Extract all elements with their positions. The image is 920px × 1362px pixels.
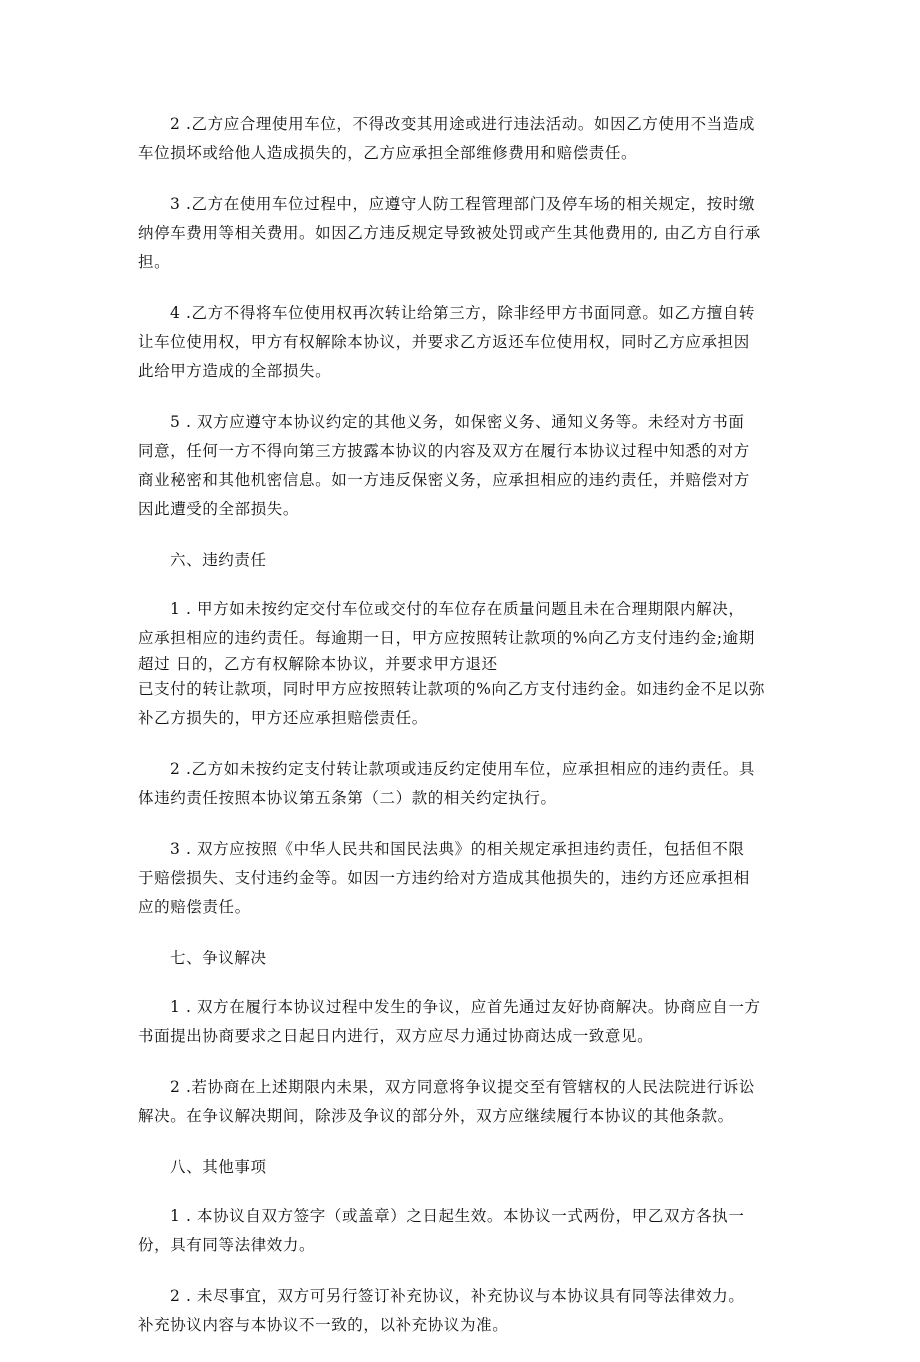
text-line: 同意，任何一方不得向第三方披露本协议的内容及双方在履行本协议过程中知悉的对方 bbox=[138, 442, 750, 460]
text-line: 2 .乙方应合理使用车位，不得改变其用途或进行违法活动。如因乙方使用不当造成 bbox=[170, 115, 756, 133]
text-line: 体违约责任按照本协议第五条第（二）款的相关约定执行。 bbox=[138, 789, 557, 807]
text-line: 1 . 本协议自双方签字（或盖章）之日起生效。本协议一式两份，甲乙双方各执一 bbox=[170, 1207, 745, 1225]
section-heading-7: 七、争议解决 bbox=[170, 949, 267, 967]
clause-8-2 bbox=[138, 1282, 798, 1340]
text-line: 3 . 双方应按照《中华人民共和国民法典》的相关规定承担违约责任，包括但不限 bbox=[170, 840, 745, 858]
clause-6-1 bbox=[138, 595, 798, 733]
text-line: 商业秘密和其他机密信息。如一方违反保密义务，应承担相应的违约责任，并赔偿对方 bbox=[138, 471, 750, 489]
clause-5-4 bbox=[138, 299, 798, 386]
clause-6-3 bbox=[138, 835, 798, 922]
clause-5-2 bbox=[138, 110, 798, 168]
clause-7-1 bbox=[138, 993, 798, 1051]
text-line: 让车位使用权，甲方有权解除本协议，并要求乙方返还车位使用权，同时乙方应承担因 bbox=[138, 333, 750, 351]
section-heading-6: 六、违约责任 bbox=[170, 551, 267, 569]
section-heading-8: 八、其他事项 bbox=[170, 1158, 267, 1176]
text-line: 于赔偿损失、支付违约金等。如因一方违约给对方造成其他损失的，违约方还应承担相 bbox=[138, 869, 750, 887]
text-line: 4 .乙方不得将车位使用权再次转让给第三方，除非经甲方书面同意。如乙方擅自转 bbox=[170, 304, 756, 322]
text-line: 解决。在争议解决期间，除涉及争议的部分外，双方应继续履行本协议的其他条款。 bbox=[138, 1107, 734, 1125]
text-line: 超过 日的，乙方有权解除本协议，并要求甲方退还 bbox=[138, 655, 498, 673]
text-line: 补乙方损失的，甲方还应承担赔偿责任。 bbox=[138, 709, 428, 727]
text-line: 担。 bbox=[138, 253, 171, 271]
text-line: 1 . 甲方如未按约定交付车位或交付的车位存在质量问题且未在合理期限内解决， bbox=[170, 600, 745, 618]
text-line: 已支付的转让款项，同时甲方应按照转让款项的%向乙方支付违约金。如违约金不足以弥 bbox=[138, 680, 766, 698]
text-line: 2 . 未尽事宜，双方可另行签订补充协议，补充协议与本协议具有同等法律效力。 bbox=[170, 1287, 745, 1305]
text-line: 补充协议内容与本协议不一致的，以补充协议为准。 bbox=[138, 1316, 509, 1334]
clause-7-2 bbox=[138, 1073, 798, 1131]
text-line: 份，具有同等法律效力。 bbox=[138, 1236, 316, 1254]
clause-5-3 bbox=[138, 190, 798, 277]
document-page bbox=[138, 110, 798, 1362]
text-line: 书面提出协商要求之日起日内进行，双方应尽力通过协商达成一致意见。 bbox=[138, 1027, 654, 1045]
text-line: 车位损坏或给他人造成损失的，乙方应承担全部维修费用和赔偿责任。 bbox=[138, 144, 638, 162]
text-line: 此给甲方造成的全部损失。 bbox=[138, 362, 332, 380]
text-line: 因此遭受的全部损失。 bbox=[138, 500, 300, 518]
text-line: 1 . 双方在履行本协议过程中发生的争议，应首先通过友好协商解决。协商应自一方 bbox=[170, 998, 761, 1016]
text-line: 2 .乙方如未按约定支付转让款项或违反约定使用车位，应承担相应的违约责任。具 bbox=[170, 760, 756, 778]
clause-8-1 bbox=[138, 1202, 798, 1260]
text-line: 应的赔偿责任。 bbox=[138, 898, 251, 916]
text-line: 3 .乙方在使用车位过程中，应遵守人防工程管理部门及停车场的相关规定，按时缴 bbox=[170, 195, 756, 213]
text-line: 2 .若协商在上述期限内未果，双方同意将争议提交至有管辖权的人民法院进行诉讼 bbox=[170, 1078, 756, 1096]
text-line: 应承担相应的违约责任。每逾期一日，甲方应按照转让款项的%向乙方支付违约金;逾期 bbox=[138, 629, 755, 647]
text-line: 5 . 双方应遵守本协议约定的其他义务，如保密义务、通知义务等。未经对方书面 bbox=[170, 413, 745, 431]
clause-6-2 bbox=[138, 755, 798, 813]
text-line: 纳停车费用等相关费用。如因乙方违反规定导致被处罚或产生其他费用的, 由乙方自行承 bbox=[138, 224, 761, 242]
clause-5-5 bbox=[138, 408, 798, 524]
